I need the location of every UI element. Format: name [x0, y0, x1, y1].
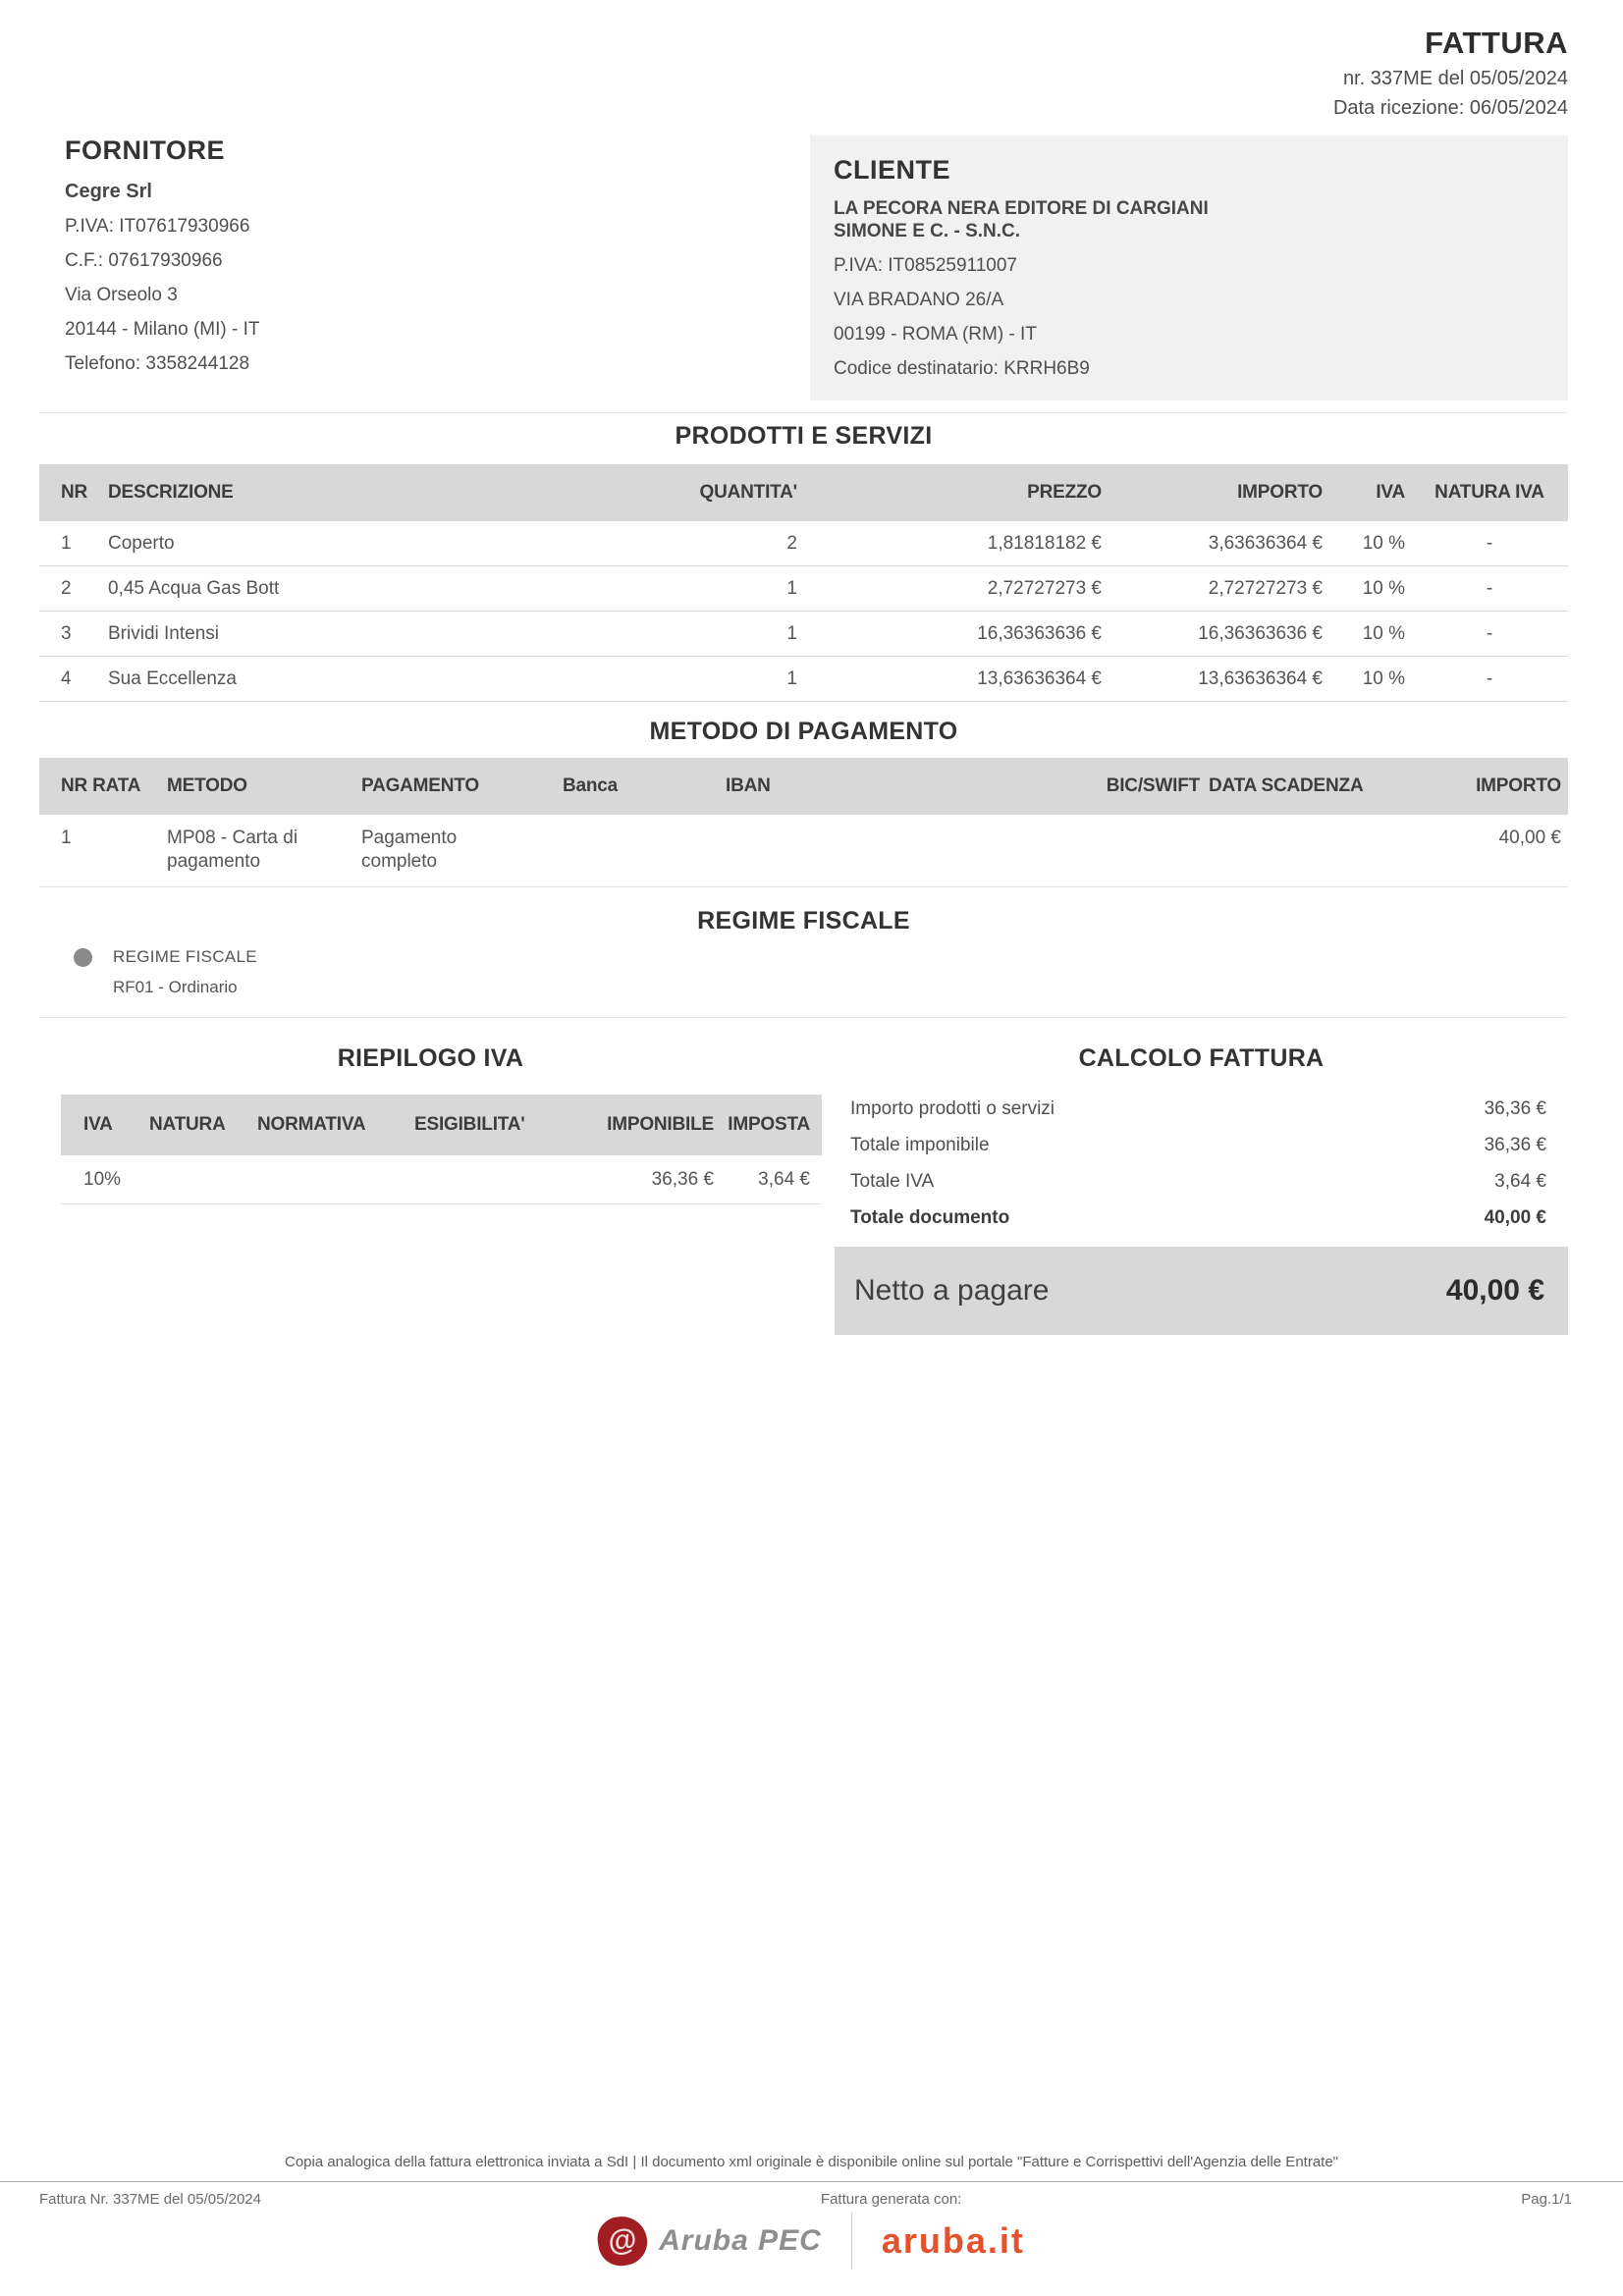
column-header-importo: IMPORTO [1476, 775, 1561, 796]
calc-row-total [835, 1207, 1568, 1229]
aruba-it-logo-text: aruba.it [881, 2220, 1025, 2261]
calc-value: 3,64 € [1494, 1171, 1546, 1192]
payment-section-title: METODO DI PAGAMENTO [649, 718, 958, 745]
table-row [39, 612, 1568, 657]
column-header-pagamento: PAGAMENTO [361, 775, 479, 796]
calc-label: Totale IVA [850, 1171, 935, 1192]
calc-row [835, 1135, 1568, 1156]
column-header-iva: IVA [1376, 482, 1405, 503]
calc-label: Totale imponibile [850, 1135, 990, 1155]
column-header-iban: IBAN [726, 775, 771, 796]
cell-importo: 16,36363636 € [1198, 622, 1323, 644]
column-header-descrizione: DESCRIZIONE [108, 482, 234, 503]
footer-generated-with-label: Fattura generata con: [820, 2191, 962, 2208]
cell-iva: 10 % [1362, 667, 1405, 689]
wax-seal-at-icon: @ [595, 2214, 650, 2269]
net-payable-value: 40,00 € [1445, 1274, 1544, 1307]
cell-prezzo: 16,36363636 € [977, 622, 1102, 644]
client-city: 00199 - ROMA (RM) - IT [834, 324, 1037, 345]
calc-label: Totale documento [850, 1207, 1010, 1228]
cell-descrizione: Coperto [108, 532, 175, 554]
table-row [39, 521, 1568, 566]
client-address: VIA BRADANO 26/A [834, 290, 1004, 310]
cell-prezzo: 1,81818182 € [987, 532, 1102, 554]
client-vat: P.IVA: IT08525911007 [834, 255, 1017, 276]
cell-nr: 2 [61, 577, 72, 599]
calc-row [835, 1098, 1568, 1120]
cell-quantita: 2 [786, 532, 797, 554]
cell-natura-iva: - [1486, 577, 1493, 599]
cell-pagamento: Pagamento completo [361, 828, 458, 872]
cell-nr: 1 [61, 532, 72, 554]
aruba-pec-logo-text: Aruba PEC [659, 2224, 822, 2257]
cell-nr: 4 [61, 667, 72, 689]
column-header-imponibile: IMPONIBILE [607, 1114, 714, 1135]
page-footer [0, 2181, 1623, 2296]
cell-iva: 10 % [1362, 532, 1405, 554]
vat-summary-title: RIEPILOGO IVA [337, 1044, 524, 1072]
supplier-vat: P.IVA: IT07617930966 [65, 216, 250, 237]
regime-section-title: REGIME FISCALE [697, 907, 910, 934]
cell-importo: 2,72727273 € [1208, 577, 1323, 599]
supplier-city: 20144 - Milano (MI) - IT [65, 319, 260, 340]
circle-bullet-icon [74, 948, 92, 967]
footer-page-number: Pag.1/1 [1521, 2191, 1572, 2208]
footer-invoice-reference: Fattura Nr. 337ME del 05/05/2024 [39, 2191, 261, 2208]
cell-quantita: 1 [786, 667, 797, 689]
regime-item [39, 947, 1568, 1018]
column-header-importo: IMPORTO [1237, 482, 1323, 503]
cell-nr-rata: 1 [61, 828, 72, 848]
cell-iva: 10 % [1362, 577, 1405, 599]
regime-label: REGIME FISCALE [113, 947, 257, 966]
legal-disclaimer: Copia analogica della fattura elettronica inviata a SdI | Il documento xml originale è disponibile online sul portale "Fatture e Corrispettivi dell'Agenzia delle Entrate" [284, 2154, 1338, 2170]
supplier-address: Via Orseolo 3 [65, 285, 178, 305]
calc-label: Importo prodotti o servizi [850, 1098, 1055, 1119]
client-destination-code: Codice destinatario: KRRH6B9 [834, 358, 1090, 379]
cell-descrizione: Sua Eccellenza [108, 667, 237, 689]
net-payable-label: Netto a pagare [854, 1274, 1050, 1307]
column-header-nr: NR [61, 482, 88, 503]
column-header-esigibilita: ESIGIBILITA' [414, 1114, 525, 1135]
table-row [39, 657, 1568, 702]
cell-metodo: MP08 - Carta di pagamento [167, 828, 298, 872]
column-header-data-scadenza: DATA SCADENZA [1209, 775, 1364, 796]
cell-descrizione: 0,45 Acqua Gas Bott [108, 577, 280, 599]
cell-prezzo: 13,63636364 € [977, 667, 1102, 689]
footer-logos [0, 2213, 1623, 2269]
cell-nr: 3 [61, 622, 72, 644]
parties-section [39, 135, 1568, 400]
invoice-calculation-title: CALCOLO FATTURA [1078, 1044, 1325, 1072]
table-row [61, 1155, 822, 1204]
payment-table-header [39, 758, 1568, 815]
cell-importo: 3,63636364 € [1208, 532, 1323, 554]
calc-row [835, 1171, 1568, 1193]
cell-iva: 10 % [1362, 622, 1405, 644]
supplier-section [39, 135, 810, 400]
column-header-bic-swift: BIC/SWIFT [1106, 775, 1200, 796]
regime-value: RF01 - Ordinario [113, 978, 238, 996]
cell-natura-iva: - [1486, 667, 1493, 689]
invoice-number-line: nr. 337ME del 05/05/2024 [1342, 68, 1568, 89]
summary-section [39, 1036, 1568, 1335]
section-divider [39, 412, 1568, 413]
vat-summary-column [39, 1036, 822, 1335]
column-header-imposta: IMPOSTA [728, 1114, 810, 1135]
net-payable-box [835, 1247, 1568, 1335]
calc-value: 36,36 € [1484, 1098, 1546, 1119]
products-section-title: PRODOTTI E SERVIZI [675, 422, 933, 450]
column-header-quantita: QUANTITA' [699, 482, 797, 503]
calc-value: 40,00 € [1484, 1207, 1546, 1228]
vat-table-header [61, 1095, 822, 1155]
client-name: LA PECORA NERA EDITORE DI CARGIANI SIMONE E C. - S.N.C. [834, 198, 1209, 241]
invoice-calculation-column [835, 1036, 1568, 1335]
supplier-phone: Telefono: 3358244128 [65, 353, 250, 374]
column-header-iva: IVA [83, 1114, 113, 1135]
supplier-name: Cegre Srl [65, 181, 152, 202]
column-header-natura: NATURA [149, 1114, 226, 1135]
column-header-natura-iva: NATURA IVA [1434, 482, 1544, 503]
reception-date-line: Data ricezione: 06/05/2024 [1332, 97, 1568, 119]
client-section [810, 135, 1568, 400]
supplier-heading: FORNITORE [65, 135, 226, 165]
cell-imposta: 3,64 € [758, 1168, 810, 1190]
products-table-header [39, 464, 1568, 521]
cell-descrizione: Brividi Intensi [108, 622, 219, 644]
cell-quantita: 1 [786, 622, 797, 644]
cell-natura-iva: - [1486, 532, 1493, 554]
client-heading: CLIENTE [834, 155, 951, 185]
table-row [39, 566, 1568, 612]
cell-natura-iva: - [1486, 622, 1493, 644]
cell-quantita: 1 [786, 577, 797, 599]
calc-value: 36,36 € [1484, 1135, 1546, 1155]
table-row [39, 815, 1568, 887]
column-header-nr-rata: NR RATA [61, 775, 141, 796]
cell-prezzo: 2,72727273 € [987, 577, 1102, 599]
cell-imponibile: 36,36 € [651, 1168, 714, 1190]
supplier-fiscal-code: C.F.: 07617930966 [65, 250, 223, 271]
aruba-pec-logo [598, 2216, 822, 2266]
document-header [39, 26, 1568, 120]
logo-divider [851, 2213, 852, 2269]
column-header-prezzo: PREZZO [1027, 482, 1102, 503]
cell-importo: 13,63636364 € [1198, 667, 1323, 689]
cell-importo: 40,00 € [1498, 828, 1561, 848]
cell-iva: 10% [83, 1168, 122, 1190]
column-header-banca: Banca [563, 775, 619, 796]
column-header-metodo: METODO [167, 775, 247, 796]
column-header-normativa: NORMATIVA [257, 1114, 366, 1135]
document-title: FATTURA [1425, 26, 1568, 60]
